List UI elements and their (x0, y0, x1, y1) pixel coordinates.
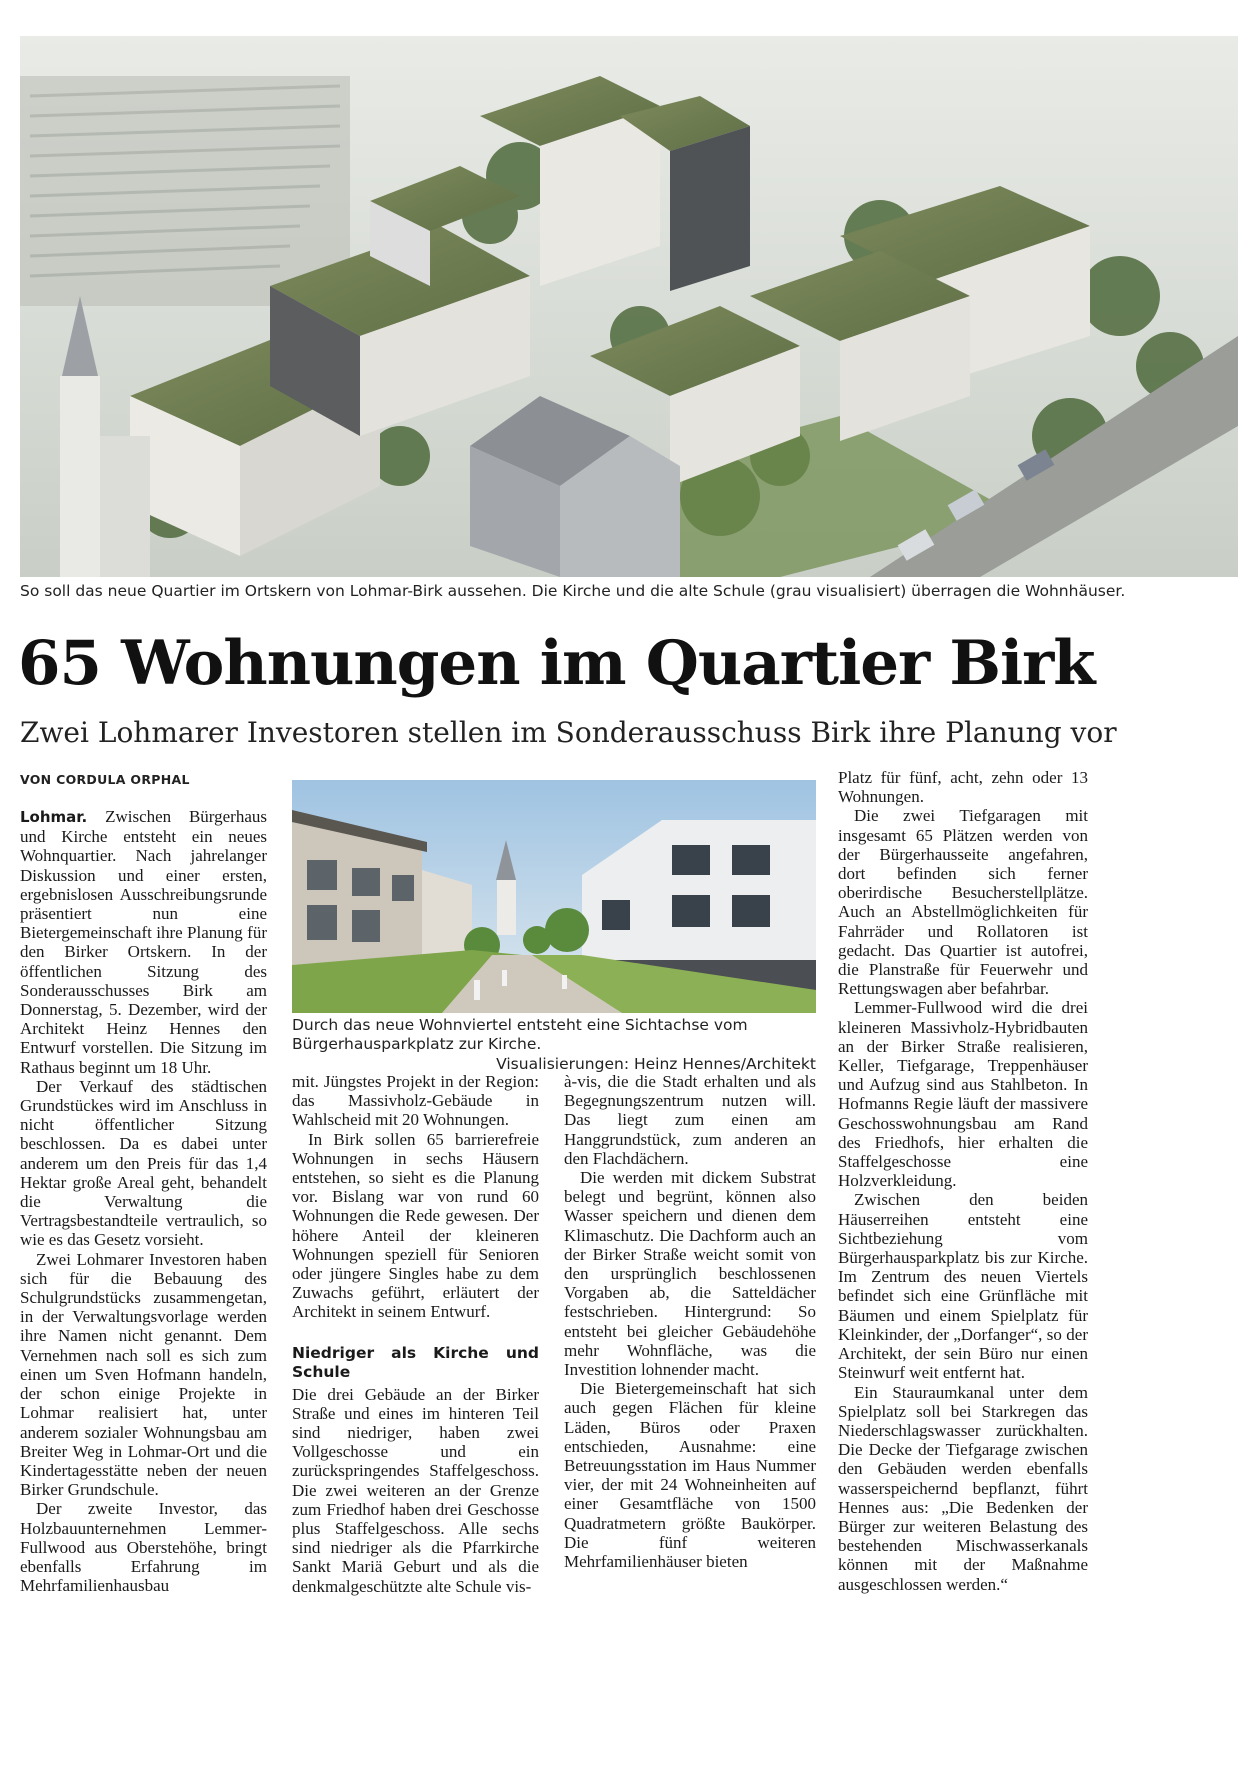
aerial-visualization-illustration (20, 36, 1238, 577)
paragraph: Ein Stauraumkanal unter dem Spielplatz soll bei Starkregen das Niederschlagswasser zurückhalten. Die Decke der Tiefgarage zwischen den Gebäuden werden ebenfalls wasserspeichernd bepflanzt, führt Hennes aus: „Die Bedenken der Bürger zur weiteren Belastung des bestehenden Mischwasserkanals können mit der Maßnahme ausgeschlossen werden.“ (838, 1382, 1088, 1594)
street-visualization-photo (292, 780, 816, 1013)
paragraph: Die werden mit dickem Substrat belegt und begrünt, können also Wasser speichern und dienen dem Klimaschutz. Die Dachform auch an der Birker Straße weicht somit von den ursprünglich beschlossenen Vorgaben ab, die Satteldächer festschrieben. Hintergrund: So entsteht bei gleicher Gebäudehöhe mehr Wohnfläche, was die Investition lohnender macht. (564, 1168, 816, 1380)
article-column-4 (838, 768, 1088, 1594)
top-photo-caption: So soll das neue Quartier im Ortskern von Lohmar-Birk aussehen. Die Kirche und die alte Schule (grau visualisiert) überragen die Wohnhäuser. (20, 582, 1126, 600)
aerial-visualization-photo (20, 36, 1238, 577)
section-subheading: Niedriger als Kirche und Schule (292, 1343, 539, 1381)
paragraph: Die drei Gebäude an der Birker Straße und eines im hinteren Teil sind niedriger, haben zwei Vollgeschosse und ein zurückspringendes Staffelgeschoss. Die zwei weiteren an der Grenze zum Friedhof haben drei Geschosse plus Staffelgeschoss. Alle sechs sind niedriger als die Pfarrkirche Sankt Mariä Geburt und als die denkmalgeschützte alte Schule vis- (292, 1384, 539, 1596)
paragraph: Platz für fünf, acht, zehn oder 13 Wohnungen. (838, 768, 1088, 807)
paragraph: Der zweite Investor, das Holzbauunternehmen Lemmer-Fullwood aus Oberstehöhe, bringt ebenfalls Erfahrung im Mehrfamilienhausbau (20, 1499, 267, 1596)
article-column-1 (20, 807, 267, 1595)
paragraph: Der Verkauf des städtischen Grundstückes wird im Anschluss in nicht öffentlicher Sitzung beschlossen. Da es dabei unter anderem um den Preis für das 1,4 Hektar große Areal geht, behandelt die Verwaltung die Vertragsbestandteile vertraulich, so wie es das Gesetz vorsieht. (20, 1076, 267, 1250)
street-visualization-illustration (292, 780, 816, 1013)
article-column-3 (564, 1072, 816, 1571)
paragraph: à-vis, die die Stadt erhalten und als Begegnungszentrum nutzen will. Das liegt zum einen am Hanggrundstück, zum anderen an den Flachdächern. (564, 1072, 816, 1168)
paragraph: Die Bietergemeinschaft hat sich auch gegen Flächen für kleine Läden, Büros oder Praxen entschieden, Ausnahme: eine Betreuungsstation im Haus Nummer vier, der mit 24 Wohneinheiten auf einer Gesamtfläche von 1500 Quadratmetern größte Baukörper. Die fünf weiteren Mehrfamilienhäuser bieten (564, 1379, 816, 1572)
placeline: Lohmar. (20, 808, 88, 826)
inset-caption-text: Durch das neue Wohnviertel entsteht eine Sichtachse vom Bürgerhausparkplatz zur Kirche. (292, 1016, 748, 1054)
paragraph: In Birk sollen 65 barrierefreie Wohnungen in sechs Häusern entstehen, so sieht es die Planung vor. Bislang war von rund 60 Wohnungen die Rede gewesen. Der höhere Anteil der kleineren Wohnungen speziell für Senioren oder jüngere Singles habe zu dem Zuwachs geführt, erläutert der Architekt in seinem Entwurf. (292, 1129, 539, 1322)
paragraph: Lemmer-Fullwood wird die drei kleineren Massivholz-Hybridbauten an der Birker Straße realisieren, Keller, Tiefgarage, Treppenhäuser und Aufzug sind aus Stahlbeton. In Hofmanns Regie läuft der massivere Geschosswohnungsbau am Rand des Friedhofs, hier erhalten die Staffelgeschosse eine Holzverkleidung. (838, 998, 1088, 1191)
headline: 65 Wohnungen im Quartier Birk (18, 628, 1095, 699)
article-column-2 (292, 1072, 539, 1596)
paragraph: Die zwei Tiefgaragen mit insgesamt 65 Plätzen werden von der Bürgerhausseite angefahren, dort befinden sich ferner oberirdische Besucherstellplätze. Auch an Abstellmöglichkeiten für Fahrräder und Rollatoren ist gedacht. Das Quartier ist autofrei, die Planstraße für Feuerwehr und Rettungswagen aber befahrbar. (838, 806, 1088, 999)
paragraph: Zwischen Bürgerhaus und Kirche entsteht ein neues Wohnquartier. Nach jahrelanger Diskussion und einer ersten, ergebnislosen Ausschreibungsrunde präsentiert nun eine Bietergemeinschaft ihre Planung für den Birker Ortskern. In der öffentlichen Sitzung des Sonderausschusses Birk am Donnerstag, 5. Dezember, wird der Architekt Heinz Hennes den Entwurf vorstellen. Die Sitzung im Rathaus beginnt um 18 Uhr. (20, 807, 268, 1077)
byline: VON CORDULA ORPHAL (20, 772, 190, 787)
inset-photo-caption (292, 1016, 816, 1074)
lead-paragraph (20, 807, 267, 1077)
paragraph: mit. Jüngstes Projekt in der Region: das Massivholz-Gebäude in Wahlscheid mit 20 Wohnungen. (292, 1072, 539, 1130)
photo-credit: Visualisierungen: Heinz Hennes/Architekt (496, 1054, 816, 1073)
subheadline: Zwei Lohmarer Investoren stellen im Sonderausschuss Birk ihre Planung vor (20, 716, 1117, 749)
paragraph: Zwischen den beiden Häuserreihen entsteht eine Sichtbeziehung vom Bürgerhausparkplatz bis zur Kirche. Im Zentrum des neuen Viertels befindet sich eine Grünfläche mit Bäumen und einem Spielplatz für Kleinkinder, der „Dorfanger“, so der Architekt, der sein Büro nur einen Steinwurf weit entfernt hat. (838, 1190, 1088, 1383)
paragraph: Zwei Lohmarer Investoren haben sich für die Bebauung des Schulgrundstücks zusammengetan, in der Verwaltungsvorlage werden ihre Namen nicht genannt. Dem Vernehmen nach soll es sich zum einen um Sven Hofmann handeln, der schon einige Projekte in Lohmar realisiert hat, unter anderem sozialer Wohnungsbau am Breiter Weg in Lohmar-Ort und die Kindertagesstätte neben der neuen Birker Grundschule. (20, 1249, 267, 1500)
